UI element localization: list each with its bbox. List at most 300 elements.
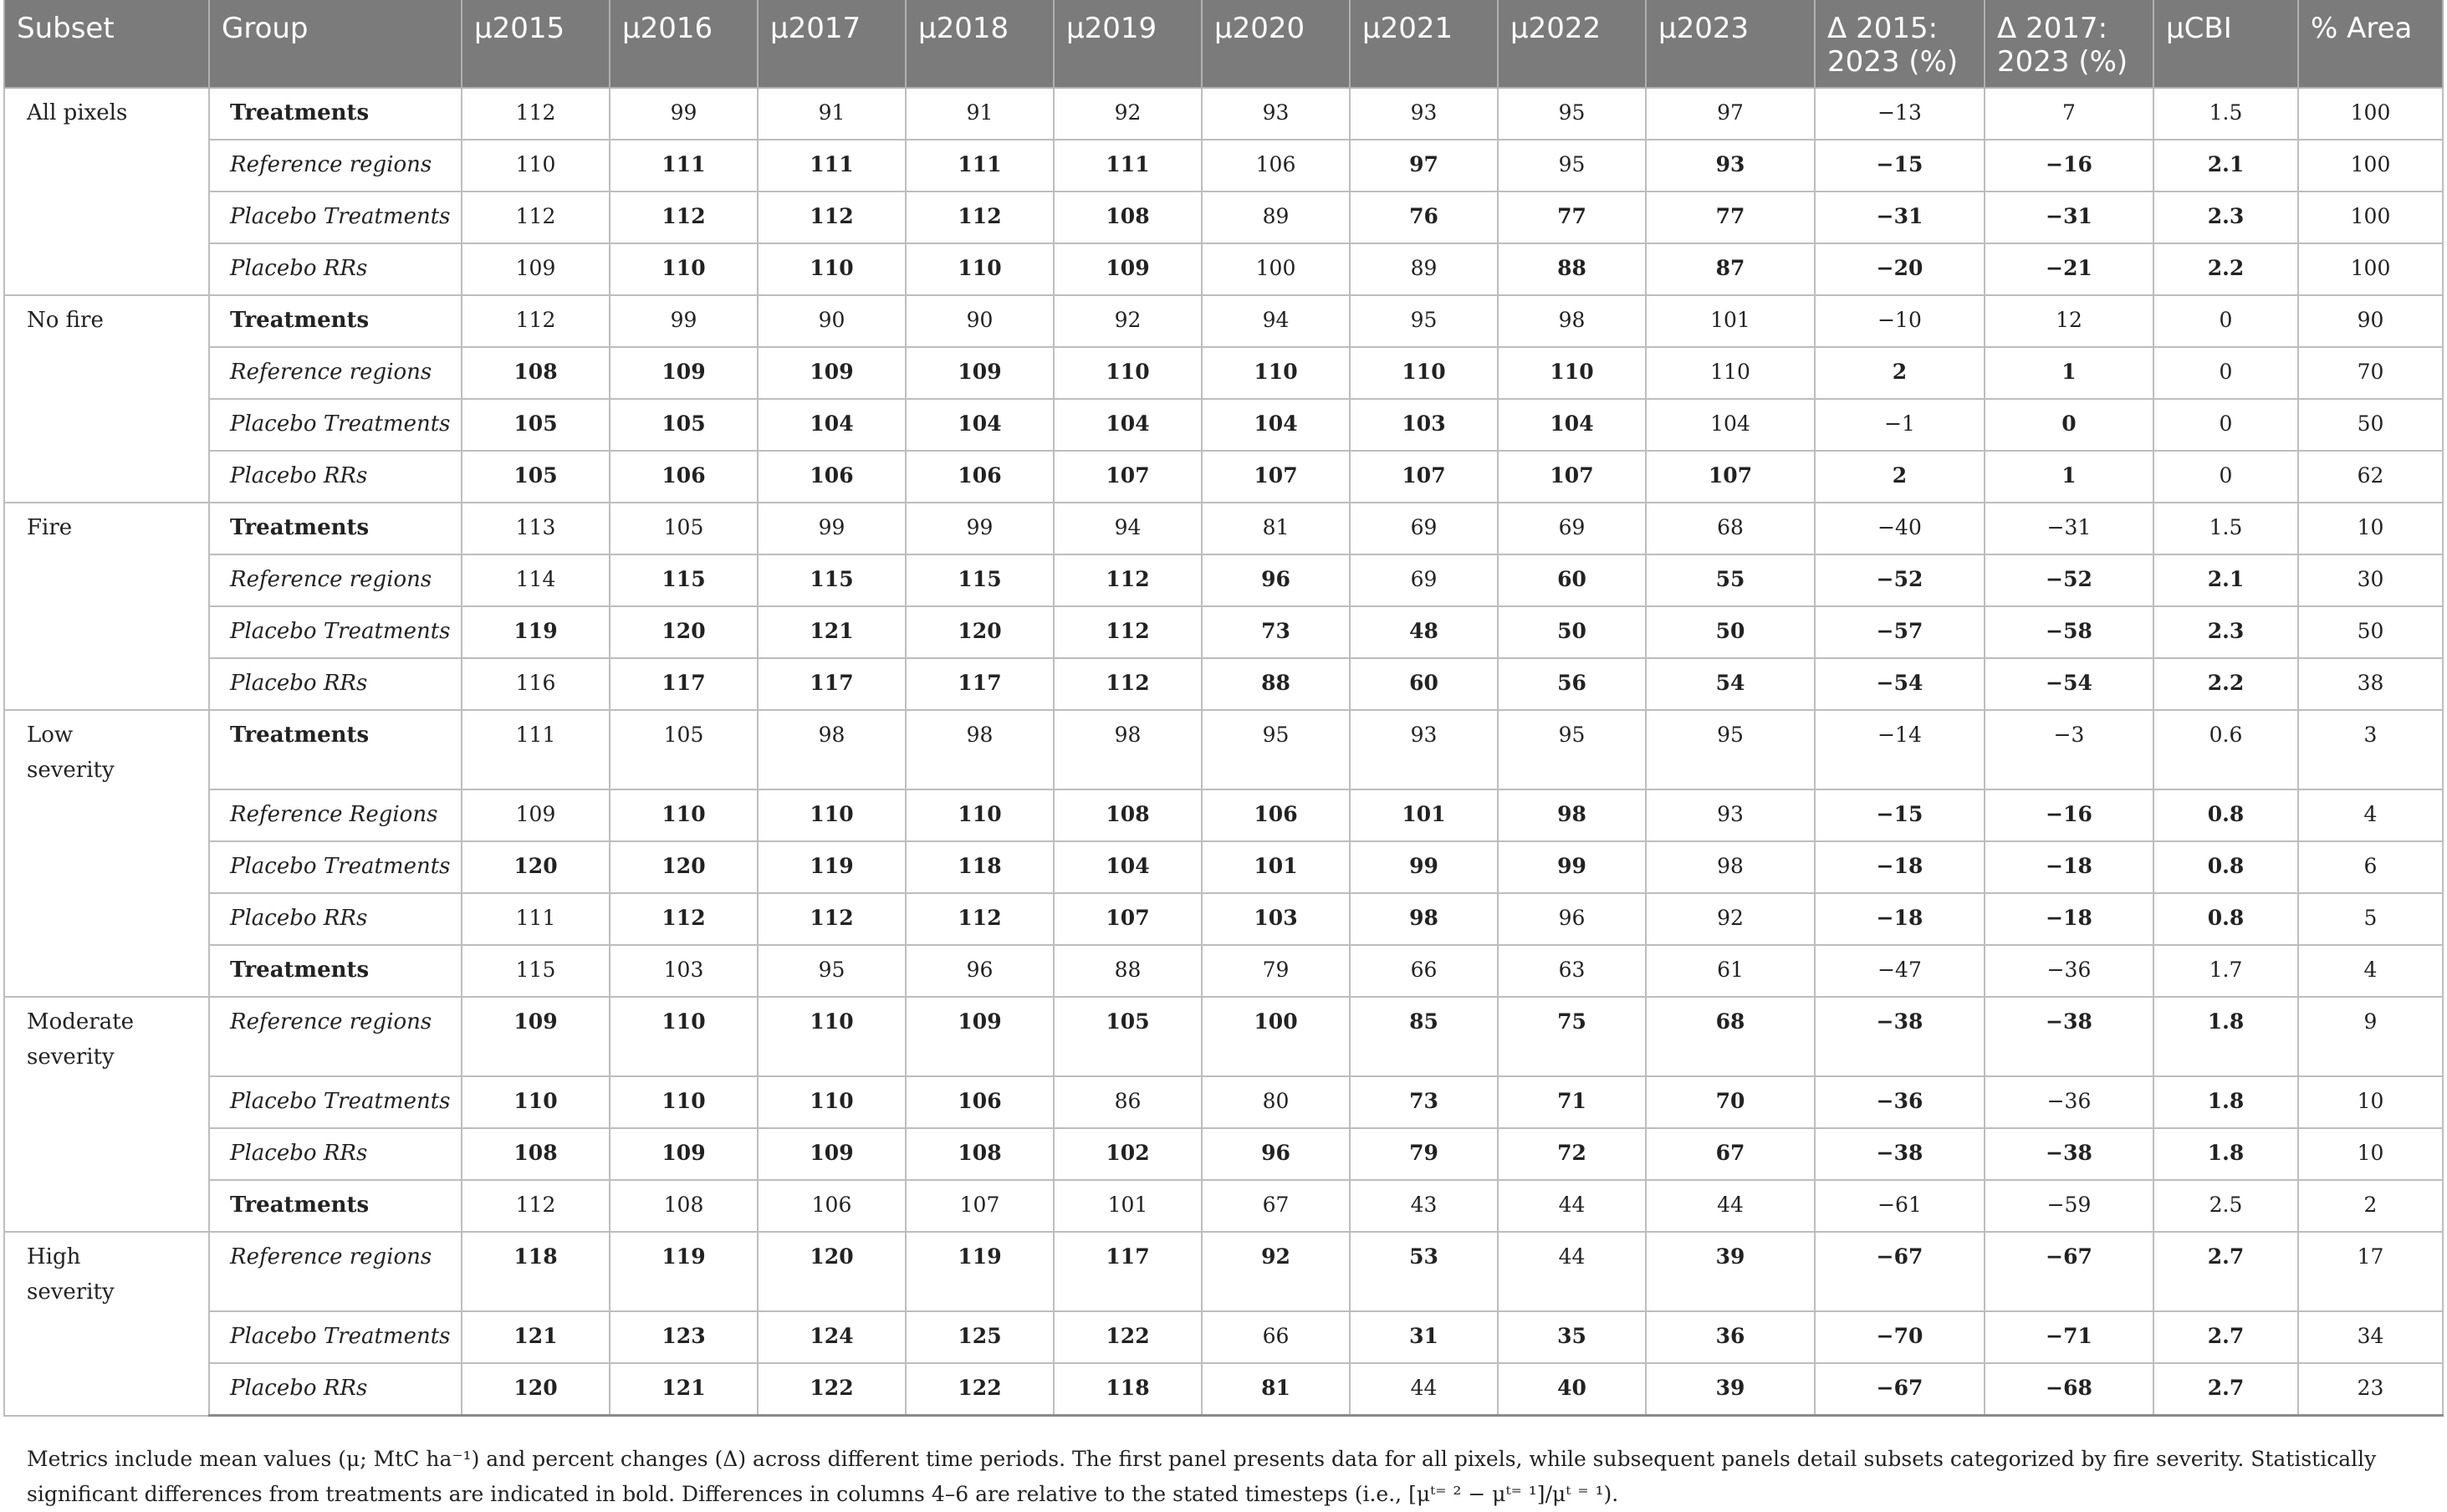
value-cell: 119 bbox=[906, 1232, 1054, 1311]
value-cell: −36 bbox=[1985, 945, 2153, 997]
value-cell: 88 bbox=[1054, 945, 1202, 997]
value-cell: 2.2 bbox=[2153, 658, 2298, 710]
value-cell: 106 bbox=[1202, 789, 1350, 841]
column-header: μ2016 bbox=[610, 0, 758, 88]
value-cell: 104 bbox=[906, 399, 1054, 451]
value-cell: 120 bbox=[758, 1232, 906, 1311]
value-cell: 35 bbox=[1498, 1311, 1646, 1363]
value-cell: 110 bbox=[610, 789, 758, 841]
value-cell: 0 bbox=[2153, 399, 2298, 451]
value-cell: 54 bbox=[1646, 658, 1815, 710]
value-cell: 106 bbox=[758, 451, 906, 503]
column-header: μ2022 bbox=[1498, 0, 1646, 88]
value-cell: 109 bbox=[462, 789, 610, 841]
value-cell: 112 bbox=[1054, 658, 1202, 710]
group-cell: Placebo RRs bbox=[209, 893, 462, 945]
value-cell: 63 bbox=[1498, 945, 1646, 997]
value-cell: 87 bbox=[1646, 243, 1815, 295]
group-cell: Reference regions bbox=[209, 140, 462, 192]
value-cell: −13 bbox=[1815, 88, 1985, 140]
value-cell: 110 bbox=[1350, 347, 1498, 399]
value-cell: 0 bbox=[2153, 295, 2298, 347]
table-row bbox=[4, 192, 2443, 243]
value-cell: 110 bbox=[906, 789, 1054, 841]
value-cell: 39 bbox=[1646, 1232, 1815, 1311]
value-cell: 2.3 bbox=[2153, 606, 2298, 658]
value-cell: −40 bbox=[1815, 503, 1985, 554]
value-cell: 107 bbox=[1054, 893, 1202, 945]
value-cell: 98 bbox=[1646, 841, 1815, 893]
value-cell: 99 bbox=[906, 503, 1054, 554]
value-cell: 111 bbox=[462, 710, 610, 789]
value-cell: 109 bbox=[758, 347, 906, 399]
value-cell: 17 bbox=[2298, 1232, 2443, 1311]
value-cell: 109 bbox=[462, 997, 610, 1076]
group-cell: Treatments bbox=[209, 710, 462, 789]
group-cell: Placebo RRs bbox=[209, 1363, 462, 1416]
value-cell: 109 bbox=[1054, 243, 1202, 295]
value-cell: 111 bbox=[906, 140, 1054, 192]
value-cell: 115 bbox=[462, 945, 610, 997]
value-cell: 62 bbox=[2298, 451, 2443, 503]
table-container bbox=[3, 0, 2444, 1512]
table-row bbox=[4, 295, 2443, 347]
value-cell: 100 bbox=[1202, 243, 1350, 295]
value-cell: 67 bbox=[1202, 1180, 1350, 1232]
value-cell: 115 bbox=[610, 554, 758, 606]
value-cell: 95 bbox=[1202, 710, 1350, 789]
value-cell: 80 bbox=[1202, 1076, 1350, 1128]
value-cell: 1.8 bbox=[2153, 1128, 2298, 1180]
subset-cell: Low severity bbox=[4, 710, 209, 997]
value-cell: 122 bbox=[1054, 1311, 1202, 1363]
value-cell: 50 bbox=[1498, 606, 1646, 658]
table-footnote: Metrics include mean values (μ; MtC ha⁻¹) and percent changes (Δ) across different time periods. The first panel presents data for all pixels, while subsequent panels detail subsets categorized by fire severity. Statistically significant differences from treatments are indicated in bold. Differences in columns 4–6 are relative to the stated timesteps (i.e., [μᵗ⁼ ² − μᵗ⁼ ¹]/μᵗ ⁼ ¹). bbox=[27, 1447, 2377, 1506]
table-row bbox=[4, 1128, 2443, 1180]
table-row bbox=[4, 710, 2443, 789]
table-row bbox=[4, 243, 2443, 295]
value-cell: 121 bbox=[462, 1311, 610, 1363]
value-cell: 104 bbox=[1054, 399, 1202, 451]
group-cell: Treatments bbox=[209, 88, 462, 140]
value-cell: 89 bbox=[1350, 243, 1498, 295]
value-cell: 2.7 bbox=[2153, 1363, 2298, 1416]
value-cell: 100 bbox=[2298, 243, 2443, 295]
value-cell: 108 bbox=[462, 347, 610, 399]
value-cell: 23 bbox=[2298, 1363, 2443, 1416]
value-cell: 39 bbox=[1646, 1363, 1815, 1416]
value-cell: −47 bbox=[1815, 945, 1985, 997]
value-cell: 92 bbox=[1202, 1232, 1350, 1311]
value-cell: 0.8 bbox=[2153, 789, 2298, 841]
value-cell: 1.8 bbox=[2153, 997, 2298, 1076]
value-cell: 105 bbox=[462, 399, 610, 451]
value-cell: 119 bbox=[758, 841, 906, 893]
table-row bbox=[4, 88, 2443, 140]
value-cell: 101 bbox=[1054, 1180, 1202, 1232]
value-cell: 116 bbox=[462, 658, 610, 710]
value-cell: 44 bbox=[1350, 1363, 1498, 1416]
table-row bbox=[4, 893, 2443, 945]
value-cell: 98 bbox=[906, 710, 1054, 789]
value-cell: 112 bbox=[462, 192, 610, 243]
value-cell: 112 bbox=[462, 1180, 610, 1232]
value-cell: 104 bbox=[1054, 841, 1202, 893]
value-cell: 121 bbox=[758, 606, 906, 658]
value-cell: 99 bbox=[1350, 841, 1498, 893]
value-cell: −57 bbox=[1815, 606, 1985, 658]
value-cell: −38 bbox=[1815, 1128, 1985, 1180]
value-cell: 108 bbox=[906, 1128, 1054, 1180]
value-cell: 110 bbox=[1054, 347, 1202, 399]
value-cell: 108 bbox=[1054, 789, 1202, 841]
value-cell: 111 bbox=[462, 893, 610, 945]
value-cell: 95 bbox=[1498, 88, 1646, 140]
value-cell: 67 bbox=[1646, 1128, 1815, 1180]
value-cell: 105 bbox=[462, 451, 610, 503]
value-cell: 106 bbox=[906, 451, 1054, 503]
value-cell: 96 bbox=[1202, 1128, 1350, 1180]
value-cell: −10 bbox=[1815, 295, 1985, 347]
value-cell: 1 bbox=[1985, 347, 2153, 399]
value-cell: 110 bbox=[610, 997, 758, 1076]
group-cell: Treatments bbox=[209, 503, 462, 554]
value-cell: 100 bbox=[1202, 997, 1350, 1076]
subset-cell: High severity bbox=[4, 1232, 209, 1416]
value-cell: 110 bbox=[758, 789, 906, 841]
value-cell: 91 bbox=[906, 88, 1054, 140]
value-cell: −54 bbox=[1815, 658, 1985, 710]
value-cell: 98 bbox=[758, 710, 906, 789]
value-cell: 1 bbox=[1985, 451, 2153, 503]
value-cell: 44 bbox=[1498, 1180, 1646, 1232]
value-cell: −52 bbox=[1815, 554, 1985, 606]
value-cell: 96 bbox=[1202, 554, 1350, 606]
results-table bbox=[3, 0, 2444, 1417]
group-cell: Reference regions bbox=[209, 997, 462, 1076]
value-cell: −58 bbox=[1985, 606, 2153, 658]
value-cell: 1.8 bbox=[2153, 1076, 2298, 1128]
value-cell: 0.8 bbox=[2153, 841, 2298, 893]
value-cell: 110 bbox=[1646, 347, 1815, 399]
value-cell: 107 bbox=[1202, 451, 1350, 503]
group-cell: Reference regions bbox=[209, 554, 462, 606]
value-cell: 60 bbox=[1350, 658, 1498, 710]
value-cell: 115 bbox=[906, 554, 1054, 606]
value-cell: −21 bbox=[1985, 243, 2153, 295]
value-cell: 93 bbox=[1202, 88, 1350, 140]
group-cell: Reference Regions bbox=[209, 789, 462, 841]
value-cell: −18 bbox=[1815, 893, 1985, 945]
value-cell: 109 bbox=[758, 1128, 906, 1180]
value-cell: 110 bbox=[906, 243, 1054, 295]
value-cell: 112 bbox=[462, 295, 610, 347]
subset-cell: Moderate severity bbox=[4, 997, 209, 1232]
value-cell: 69 bbox=[1350, 503, 1498, 554]
value-cell: 97 bbox=[1646, 88, 1815, 140]
value-cell: −16 bbox=[1985, 789, 2153, 841]
group-cell: Treatments bbox=[209, 1180, 462, 1232]
value-cell: 97 bbox=[1350, 140, 1498, 192]
value-cell: 95 bbox=[758, 945, 906, 997]
table-row bbox=[4, 1180, 2443, 1232]
value-cell: 43 bbox=[1350, 1180, 1498, 1232]
value-cell: 110 bbox=[610, 243, 758, 295]
value-cell: 110 bbox=[1202, 347, 1350, 399]
value-cell: −18 bbox=[1985, 893, 2153, 945]
value-cell: −3 bbox=[1985, 710, 2153, 789]
value-cell: 12 bbox=[1985, 295, 2153, 347]
value-cell: 111 bbox=[1054, 140, 1202, 192]
value-cell: 95 bbox=[1498, 140, 1646, 192]
column-header: Δ 2017: 2023 (%) bbox=[1985, 0, 2153, 88]
value-cell: 2.7 bbox=[2153, 1311, 2298, 1363]
value-cell: 99 bbox=[610, 88, 758, 140]
value-cell: 111 bbox=[610, 140, 758, 192]
value-cell: 94 bbox=[1054, 503, 1202, 554]
value-cell: 0 bbox=[2153, 347, 2298, 399]
value-cell: 107 bbox=[1646, 451, 1815, 503]
value-cell: 77 bbox=[1498, 192, 1646, 243]
value-cell: 89 bbox=[1202, 192, 1350, 243]
value-cell: 1.5 bbox=[2153, 503, 2298, 554]
value-cell: 107 bbox=[1350, 451, 1498, 503]
value-cell: 95 bbox=[1646, 710, 1815, 789]
value-cell: 90 bbox=[2298, 295, 2443, 347]
group-cell: Placebo Treatments bbox=[209, 1311, 462, 1363]
value-cell: 73 bbox=[1350, 1076, 1498, 1128]
value-cell: 66 bbox=[1202, 1311, 1350, 1363]
value-cell: 77 bbox=[1646, 192, 1815, 243]
value-cell: 98 bbox=[1350, 893, 1498, 945]
value-cell: 113 bbox=[462, 503, 610, 554]
table-row bbox=[4, 658, 2443, 710]
group-cell: Placebo Treatments bbox=[209, 192, 462, 243]
value-cell: −1 bbox=[1815, 399, 1985, 451]
value-cell: 110 bbox=[462, 1076, 610, 1128]
value-cell: 108 bbox=[462, 1128, 610, 1180]
value-cell: 104 bbox=[1202, 399, 1350, 451]
value-cell: 112 bbox=[1054, 606, 1202, 658]
value-cell: 98 bbox=[1054, 710, 1202, 789]
value-cell: 122 bbox=[758, 1363, 906, 1416]
column-header: μ2020 bbox=[1202, 0, 1350, 88]
value-cell: 50 bbox=[2298, 606, 2443, 658]
group-cell: Placebo RRs bbox=[209, 1128, 462, 1180]
value-cell: 107 bbox=[1498, 451, 1646, 503]
table-row bbox=[4, 997, 2443, 1076]
group-cell: Reference regions bbox=[209, 347, 462, 399]
value-cell: 119 bbox=[610, 1232, 758, 1311]
value-cell: 31 bbox=[1350, 1311, 1498, 1363]
value-cell: 99 bbox=[610, 295, 758, 347]
value-cell: 100 bbox=[2298, 192, 2443, 243]
group-cell: Treatments bbox=[209, 295, 462, 347]
value-cell: 104 bbox=[1498, 399, 1646, 451]
value-cell: 70 bbox=[1646, 1076, 1815, 1128]
value-cell: 81 bbox=[1202, 503, 1350, 554]
value-cell: −52 bbox=[1985, 554, 2153, 606]
value-cell: 100 bbox=[2298, 88, 2443, 140]
value-cell: 104 bbox=[758, 399, 906, 451]
value-cell: 95 bbox=[1498, 710, 1646, 789]
value-cell: −38 bbox=[1985, 997, 2153, 1076]
value-cell: 76 bbox=[1350, 192, 1498, 243]
value-cell: 123 bbox=[610, 1311, 758, 1363]
column-header: μ2019 bbox=[1054, 0, 1202, 88]
value-cell: −67 bbox=[1985, 1232, 2153, 1311]
value-cell: 38 bbox=[2298, 658, 2443, 710]
table-header bbox=[4, 0, 2443, 88]
value-cell: 105 bbox=[610, 399, 758, 451]
group-cell: Placebo RRs bbox=[209, 658, 462, 710]
value-cell: 68 bbox=[1646, 503, 1815, 554]
value-cell: 112 bbox=[758, 192, 906, 243]
value-cell: 90 bbox=[758, 295, 906, 347]
value-cell: 99 bbox=[758, 503, 906, 554]
value-cell: 108 bbox=[1054, 192, 1202, 243]
value-cell: 2.7 bbox=[2153, 1232, 2298, 1311]
value-cell: 111 bbox=[758, 140, 906, 192]
value-cell: 81 bbox=[1202, 1363, 1350, 1416]
table-row bbox=[4, 606, 2443, 658]
value-cell: −31 bbox=[1815, 192, 1985, 243]
value-cell: 56 bbox=[1498, 658, 1646, 710]
value-cell: 66 bbox=[1350, 945, 1498, 997]
table-row bbox=[4, 945, 2443, 997]
value-cell: 110 bbox=[462, 140, 610, 192]
group-cell: Placebo Treatments bbox=[209, 399, 462, 451]
subset-cell: Fire bbox=[4, 503, 209, 710]
value-cell: 102 bbox=[1054, 1128, 1202, 1180]
value-cell: 71 bbox=[1498, 1076, 1646, 1128]
value-cell: 105 bbox=[610, 710, 758, 789]
value-cell: 55 bbox=[1646, 554, 1815, 606]
value-cell: −70 bbox=[1815, 1311, 1985, 1363]
table-row bbox=[4, 1311, 2443, 1363]
value-cell: −71 bbox=[1985, 1311, 2153, 1363]
value-cell: 118 bbox=[1054, 1363, 1202, 1416]
value-cell: 69 bbox=[1350, 554, 1498, 606]
value-cell: 1.5 bbox=[2153, 88, 2298, 140]
column-header: μ2017 bbox=[758, 0, 906, 88]
value-cell: 9 bbox=[2298, 997, 2443, 1076]
value-cell: 88 bbox=[1202, 658, 1350, 710]
table-row bbox=[4, 140, 2443, 192]
value-cell: 68 bbox=[1646, 997, 1815, 1076]
value-cell: 96 bbox=[906, 945, 1054, 997]
value-cell: 0 bbox=[2153, 451, 2298, 503]
value-cell: 2.3 bbox=[2153, 192, 2298, 243]
value-cell: −38 bbox=[1815, 997, 1985, 1076]
group-cell: Placebo Treatments bbox=[209, 606, 462, 658]
table-row bbox=[4, 1232, 2443, 1311]
table-row bbox=[4, 554, 2443, 606]
column-header: Subset bbox=[4, 0, 209, 88]
value-cell: 107 bbox=[906, 1180, 1054, 1232]
value-cell: 112 bbox=[610, 893, 758, 945]
value-cell: 7 bbox=[1985, 88, 2153, 140]
value-cell: −14 bbox=[1815, 710, 1985, 789]
value-cell: 10 bbox=[2298, 1076, 2443, 1128]
table-row bbox=[4, 399, 2443, 451]
value-cell: 112 bbox=[906, 893, 1054, 945]
value-cell: 112 bbox=[610, 192, 758, 243]
value-cell: 109 bbox=[906, 997, 1054, 1076]
table-row bbox=[4, 347, 2443, 399]
value-cell: 122 bbox=[906, 1363, 1054, 1416]
value-cell: 120 bbox=[462, 1363, 610, 1416]
value-cell: −61 bbox=[1815, 1180, 1985, 1232]
value-cell: −18 bbox=[1985, 841, 2153, 893]
value-cell: 125 bbox=[906, 1311, 1054, 1363]
value-cell: 107 bbox=[1054, 451, 1202, 503]
value-cell: 44 bbox=[1646, 1180, 1815, 1232]
value-cell: 2.1 bbox=[2153, 140, 2298, 192]
value-cell: 108 bbox=[610, 1180, 758, 1232]
value-cell: 79 bbox=[1350, 1128, 1498, 1180]
value-cell: 118 bbox=[462, 1232, 610, 1311]
value-cell: −36 bbox=[1985, 1076, 2153, 1128]
table-body bbox=[4, 88, 2443, 1416]
value-cell: 93 bbox=[1646, 789, 1815, 841]
value-cell: 2.2 bbox=[2153, 243, 2298, 295]
value-cell: 92 bbox=[1646, 893, 1815, 945]
column-header: Group bbox=[209, 0, 462, 88]
value-cell: −54 bbox=[1985, 658, 2153, 710]
value-cell: 48 bbox=[1350, 606, 1498, 658]
value-cell: 44 bbox=[1498, 1232, 1646, 1311]
value-cell: 50 bbox=[1646, 606, 1815, 658]
value-cell: 93 bbox=[1350, 88, 1498, 140]
column-header: Δ 2015: 2023 (%) bbox=[1815, 0, 1985, 88]
value-cell: 101 bbox=[1646, 295, 1815, 347]
value-cell: 121 bbox=[610, 1363, 758, 1416]
value-cell: 106 bbox=[610, 451, 758, 503]
value-cell: 117 bbox=[1054, 1232, 1202, 1311]
header-row bbox=[4, 0, 2443, 88]
value-cell: 34 bbox=[2298, 1311, 2443, 1363]
value-cell: 93 bbox=[1646, 140, 1815, 192]
value-cell: 10 bbox=[2298, 1128, 2443, 1180]
value-cell: −15 bbox=[1815, 140, 1985, 192]
value-cell: 40 bbox=[1498, 1363, 1646, 1416]
table-row bbox=[4, 1363, 2443, 1416]
value-cell: 1.7 bbox=[2153, 945, 2298, 997]
value-cell: 2.1 bbox=[2153, 554, 2298, 606]
value-cell: 112 bbox=[1054, 554, 1202, 606]
value-cell: 92 bbox=[1054, 88, 1202, 140]
table-row bbox=[4, 789, 2443, 841]
value-cell: 106 bbox=[1202, 140, 1350, 192]
value-cell: 2 bbox=[1815, 347, 1985, 399]
value-cell: 103 bbox=[1350, 399, 1498, 451]
value-cell: 120 bbox=[610, 841, 758, 893]
value-cell: 75 bbox=[1498, 997, 1646, 1076]
value-cell: 109 bbox=[462, 243, 610, 295]
value-cell: 120 bbox=[610, 606, 758, 658]
value-cell: 98 bbox=[1498, 789, 1646, 841]
subset-cell: No fire bbox=[4, 295, 209, 503]
value-cell: 88 bbox=[1498, 243, 1646, 295]
value-cell: −20 bbox=[1815, 243, 1985, 295]
value-cell: −67 bbox=[1815, 1232, 1985, 1311]
value-cell: −36 bbox=[1815, 1076, 1985, 1128]
value-cell: 115 bbox=[758, 554, 906, 606]
value-cell: 106 bbox=[906, 1076, 1054, 1128]
table-row bbox=[4, 503, 2443, 554]
value-cell: 70 bbox=[2298, 347, 2443, 399]
